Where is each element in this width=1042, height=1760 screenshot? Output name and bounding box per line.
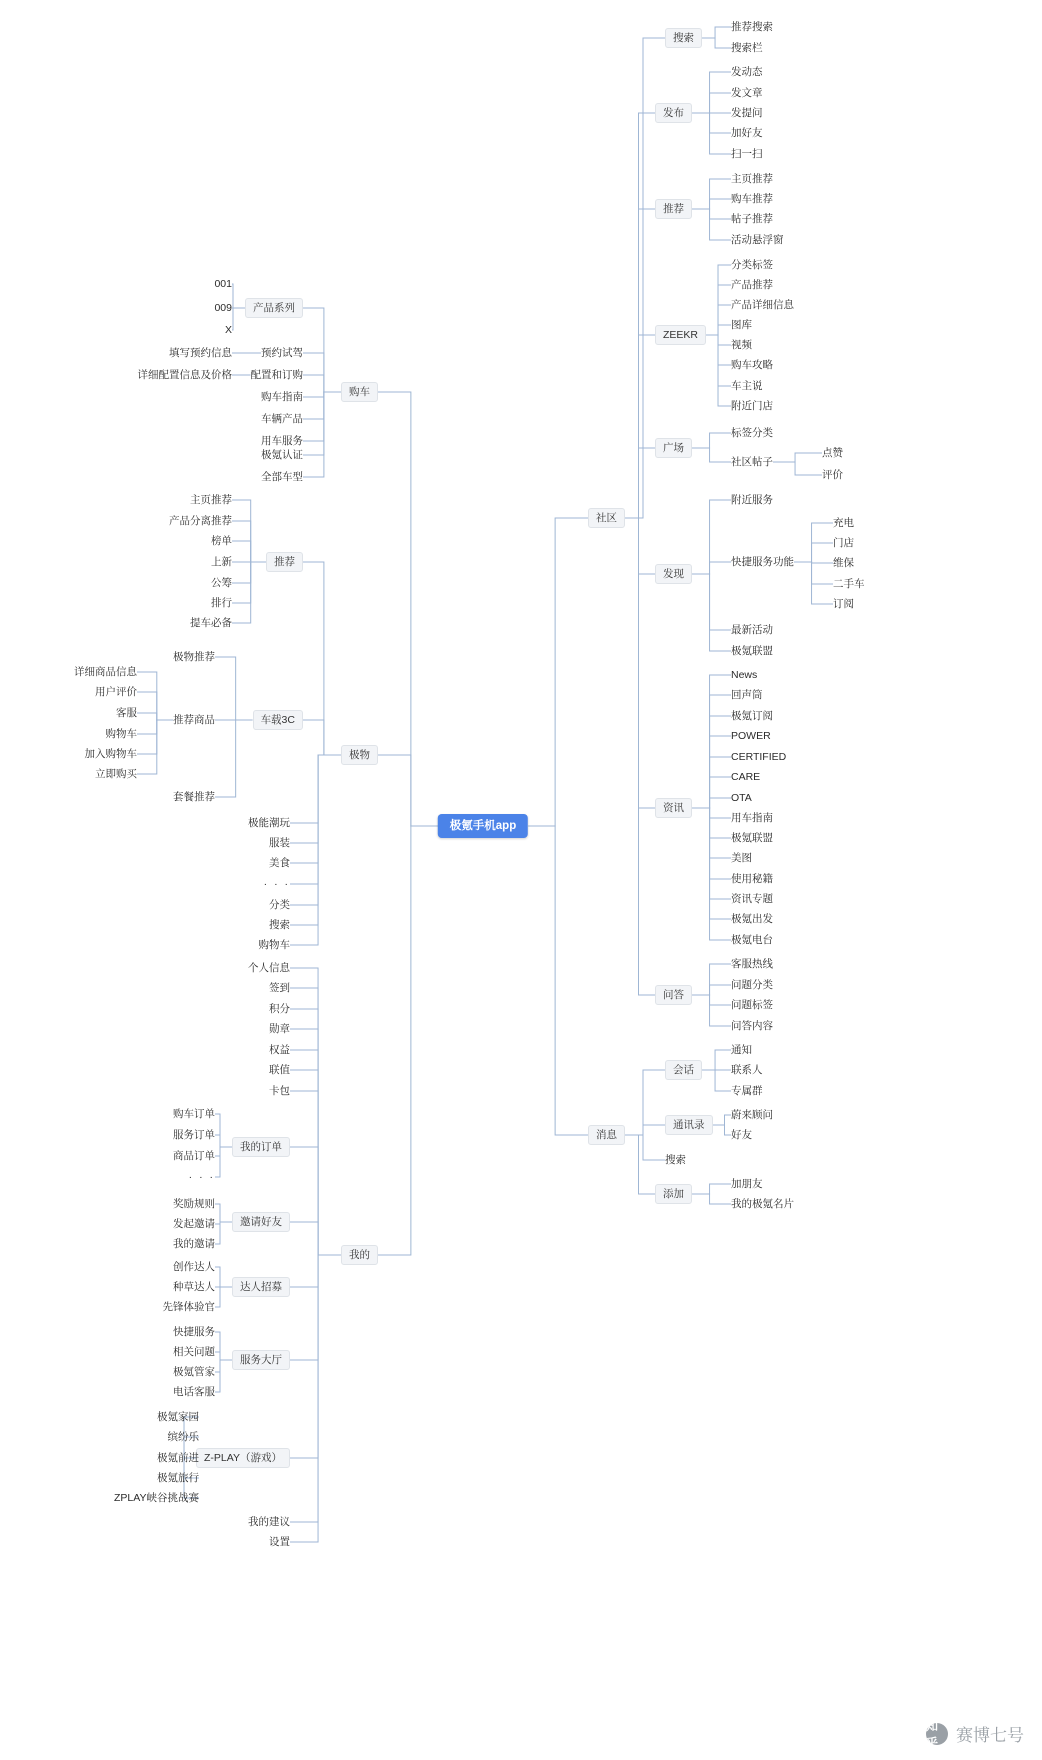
watermark	[926, 1718, 1024, 1750]
mindmap-node-zhizhi[interactable]: 联值	[269, 1064, 290, 1076]
mindmap-node-zhongcaodaren[interactable]: 种草达人	[173, 1281, 215, 1293]
mindmap-node-fatiwen[interactable]: 发提问	[731, 107, 763, 119]
mindmap-node-jikeguanjia[interactable]: 极氪管家	[173, 1366, 215, 1378]
mindmap-node-yongchefuwu[interactable]: 用车服务	[261, 435, 303, 447]
mindmap-node-lianxiren[interactable]: 联系人	[731, 1064, 763, 1076]
mindmap-node-gouche[interactable]: 购车	[341, 382, 378, 402]
mindmap-node-xiangxipeizhi[interactable]: 详细配置信息及价格	[137, 369, 232, 381]
mindmap-node-zixunzhuanti[interactable]: 资讯专题	[731, 893, 773, 905]
mindmap-node-kuaijiefuwu[interactable]: 快捷服务	[173, 1326, 215, 1338]
mindmap-node-power[interactable]: POWER	[731, 730, 771, 742]
mindmap-node-wendaneirong[interactable]: 问答内容	[731, 1020, 773, 1032]
mindmap-node-zuixinhuodong[interactable]: 最新活动	[731, 624, 773, 636]
mindmap-node-jikechaowan[interactable]: 极能潮玩	[248, 817, 290, 829]
mindmap-node-jiahaoyou[interactable]: 加好友	[731, 127, 763, 139]
mindmap-node-quanyi[interactable]: 权益	[269, 1044, 290, 1056]
mindmap-node-shequtiezi[interactable]: 社区帖子	[731, 456, 773, 468]
mindmap-node-wentifenlei[interactable]: 问题分类	[731, 979, 773, 991]
mindmap-node-haoyou[interactable]: 好友	[731, 1129, 752, 1141]
zhihu-logo: 知乎	[926, 1723, 948, 1745]
mindmap-node-jiwu[interactable]: 极物	[341, 745, 378, 765]
mindmap-node-zplay[interactable]: Z-PLAY（游戏）	[196, 1448, 290, 1468]
mindmap-node-gerenxinxi[interactable]: 个人信息	[248, 962, 290, 974]
mindmap-node-care[interactable]: CARE	[731, 771, 761, 783]
mindmap-node-chanpinxiangxi[interactable]: 产品详细信息	[731, 299, 794, 311]
mindmap-node-binfenle[interactable]: 缤纷乐	[167, 1431, 199, 1443]
mindmap-node-chanpinxilie[interactable]: 产品系列	[245, 298, 303, 318]
mindmap-node-biaoqianfenlei[interactable]: 标签分类	[731, 427, 773, 439]
mindmap-node-gouchezhinan[interactable]: 购车指南	[261, 391, 303, 403]
mindmap-node-saoyisao[interactable]: 扫一扫	[731, 148, 763, 160]
mindmap-node-news[interactable]: News	[731, 669, 758, 681]
mindmap-node-xunzhang[interactable]: 勋章	[269, 1023, 290, 1035]
mindmap-node-jiwutuijian[interactable]: 极物推荐	[173, 651, 215, 663]
mindmap-node-shangxin[interactable]: 上新	[211, 556, 232, 568]
mindmap-node-tuku[interactable]: 图库	[731, 319, 752, 331]
mindmap-node-tiezituijian[interactable]: 帖子推荐	[731, 213, 773, 225]
mindmap-node-ticheheibei[interactable]: 提车必备	[190, 617, 232, 629]
mindmap-node-kefurexian[interactable]: 客服热线	[731, 958, 773, 970]
mindmap-node-jianglguize[interactable]: 奖励规则	[173, 1198, 215, 1210]
mindmap-node-meishi[interactable]: 美食	[269, 857, 290, 869]
mindmap-node-sousuo3[interactable]: 搜索	[665, 1154, 686, 1166]
mindmap-node-jikejiayuan[interactable]: 极氪家园	[157, 1411, 199, 1423]
mindmap-node-xiaoxi[interactable]: 消息	[588, 1125, 625, 1145]
mindmap-node-guangchang[interactable]: 广场	[655, 438, 692, 458]
mindmap-node-dots1[interactable]: · · ·	[263, 878, 290, 890]
mindmap-node-sousuo2[interactable]: 搜索	[269, 919, 290, 931]
watermark-text: 赛博七号	[956, 1726, 1024, 1745]
mindmap-node-jikedingyue[interactable]: 极氪订阅	[731, 710, 773, 722]
mindmap-node-gouchetuijian[interactable]: 购车推荐	[731, 193, 773, 205]
mindmap-node-gouchegonglue[interactable]: 购车攻略	[731, 359, 773, 371]
mindmap-node-zhuyetuijian[interactable]: 主页推荐	[190, 494, 232, 506]
mindmap-node-jifen[interactable]: 积分	[269, 1003, 290, 1015]
mindmap-node-bangdan[interactable]: 榜单	[211, 535, 232, 547]
mindmap-node-tianjia[interactable]: 添加	[655, 1184, 692, 1204]
mindmap-node-sousuo1[interactable]: 搜索	[665, 28, 702, 48]
mindmap-node-yongchezhinan[interactable]: 用车指南	[731, 812, 773, 824]
mindmap-node-wodejianyi[interactable]: 我的建议	[248, 1516, 290, 1528]
mindmap-node-lijigoumai[interactable]: 立即购买	[95, 768, 137, 780]
mindmap-node-fuzhuang[interactable]: 服装	[269, 837, 290, 849]
mindmap-node-kefu[interactable]: 客服	[116, 707, 137, 719]
mindmap-node-zixun[interactable]: 资讯	[655, 798, 692, 818]
mindmap-node-wenda[interactable]: 问答	[655, 985, 692, 1005]
mindmap-node-xiangguanwenti[interactable]: 相关问题	[173, 1346, 215, 1358]
mindmap-node-wode[interactable]: 我的	[341, 1245, 378, 1265]
mindmap-node-shiyongmiji[interactable]: 使用秘籍	[731, 873, 773, 885]
mindmap-node-fuwudating[interactable]: 服务大厅	[232, 1350, 290, 1370]
mindmap-node-zhuanshuqun[interactable]: 专属群	[731, 1085, 763, 1097]
mindmap-node-darenzhaomu[interactable]: 达人招募	[232, 1277, 290, 1297]
mindmap-node-gouwuche3[interactable]: 购物车	[258, 939, 290, 951]
mindmap-node-jikediantai[interactable]: 极氪电台	[731, 934, 773, 946]
mindmap-node-quanbuchexing[interactable]: 全部车型	[261, 471, 303, 483]
mindmap-node-fawenzhang[interactable]: 发文章	[731, 87, 763, 99]
mindmap-node-shangpindingdan[interactable]: 商品订单	[173, 1150, 215, 1162]
mindmap-node-shezhi[interactable]: 设置	[269, 1536, 290, 1548]
mindmap-node-ota[interactable]: OTA	[731, 792, 752, 804]
mindmap-node-jikeqianjin[interactable]: 极氪前进	[157, 1452, 199, 1464]
mindmap-node-fenleibiaoqian[interactable]: 分类标签	[731, 259, 773, 271]
mindmap-node-qiandao[interactable]: 签到	[269, 982, 290, 994]
mindmap-node-zplayfenggu[interactable]: ZPLAY峡谷挑战赛	[114, 1492, 199, 1504]
mindmap-node-meitu[interactable]: 美图	[731, 852, 752, 864]
mindmap-node-weibao[interactable]: 维保	[833, 557, 854, 569]
mindmap-node-wentibiaoqian[interactable]: 问题标签	[731, 999, 773, 1011]
mindmap-node-fuwudingdan[interactable]: 服务订单	[173, 1129, 215, 1141]
mindmap-node-taocantuijian[interactable]: 套餐推荐	[173, 791, 215, 803]
mindmap-node-gouchedingdan[interactable]: 购车订单	[173, 1108, 215, 1120]
mindmap-node-tuijianshangpin[interactable]: 推荐商品	[173, 714, 215, 726]
mindmap-node-cheliangchanpin[interactable]: 车辆产品	[261, 413, 303, 425]
mindmap-node-yuyueshijia[interactable]: 预约试驾	[261, 347, 303, 359]
mindmap-node-dingyue[interactable]: 订阅	[833, 598, 854, 610]
mindmap-node-chezhushuo[interactable]: 车主说	[731, 380, 763, 392]
mindmap-node-jiarugouwuche[interactable]: 加入购物车	[84, 748, 137, 760]
mindmap-node-faqiyaoqing[interactable]: 发起邀请	[173, 1218, 215, 1230]
mindmap-node-xiangxishangpin[interactable]: 详细商品信息	[74, 666, 137, 678]
mindmap-node-jiapengyou[interactable]: 加朋友	[731, 1178, 763, 1190]
mindmap-node-n001[interactable]: 001	[214, 278, 232, 290]
mindmap-node-chongdian[interactable]: 充电	[833, 517, 854, 529]
mindmap-node-dianzan[interactable]: 点赞	[822, 447, 843, 459]
mindmap-node-tianxieyuyue[interactable]: 填写预约信息	[169, 347, 232, 359]
mindmap-node-fabu[interactable]: 发布	[655, 103, 692, 123]
mindmap-node-sousuolan[interactable]: 搜索栏	[731, 42, 763, 54]
mindmap-node-mendian[interactable]: 门店	[833, 537, 854, 549]
mindmap-node-chanpintuijian[interactable]: 产品推荐	[731, 279, 773, 291]
mindmap-node-tuijiansousuo[interactable]: 推荐搜索	[731, 21, 773, 33]
mindmap-node-tuijian[interactable]: 推荐	[266, 552, 303, 572]
mindmap-node-zeekr[interactable]: ZEEKR	[655, 325, 706, 345]
mindmap-node-gongchou[interactable]: 公筹	[211, 577, 232, 589]
mindmap-node-wodedingdan[interactable]: 我的订单	[232, 1137, 290, 1157]
mindmap-node-jikelianmeng2[interactable]: 极氪联盟	[731, 832, 773, 844]
mindmap-node-faxian[interactable]: 发现	[655, 564, 692, 584]
mindmap-node-pingjia[interactable]: 评价	[822, 469, 843, 481]
mindmap-node-tuijian2[interactable]: 推荐	[655, 199, 692, 219]
mindmap-node-jikechufa[interactable]: 极氪出发	[731, 913, 773, 925]
mindmap-node-tongxunlu[interactable]: 通讯录	[665, 1115, 713, 1135]
mindmap-node-shipin[interactable]: 视频	[731, 339, 752, 351]
mindmap-node-yonghupingjia[interactable]: 用户评价	[95, 686, 137, 698]
mindmap-node-nX[interactable]: X	[224, 324, 232, 336]
mindmap-node-chezai3c[interactable]: 车载3C	[253, 710, 303, 730]
mindmap-node-certified[interactable]: CERTIFIED	[731, 751, 787, 763]
mindmap-node-kabao[interactable]: 卡包	[269, 1085, 290, 1097]
mindmap-node-jikerenzheng[interactable]: 极氪认证	[261, 449, 303, 461]
mindmap-node-chuangzuodaren[interactable]: 创作达人	[173, 1261, 215, 1273]
mindmap-node-wodejikemingpian[interactable]: 我的极氪名片	[731, 1198, 794, 1210]
mindmap-node-fadongtai[interactable]: 发动态	[731, 66, 763, 78]
mindmap-node-weilaiguwen[interactable]: 蔚来顾问	[731, 1109, 773, 1121]
mindmap-node-chanpinfenlei[interactable]: 产品分离推荐	[169, 515, 232, 527]
mindmap-node-yaoqinghaoyou[interactable]: 邀请好友	[232, 1212, 290, 1232]
mindmap-node-kuaijiefuwugongneng[interactable]: 快捷服务功能	[731, 556, 794, 568]
mindmap-node-huodongxuanfu[interactable]: 活动悬浮窗	[731, 234, 784, 246]
mindmap-node-fujinmendian[interactable]: 附近门店	[731, 400, 773, 412]
mindmap-node-n009[interactable]: 009	[214, 302, 232, 314]
mindmap-node-wodeyaoqing[interactable]: 我的邀请	[173, 1238, 215, 1250]
mindmap-node-zhuyetuijian2[interactable]: 主页推荐	[731, 173, 773, 185]
mindmap-node-ershouche[interactable]: 二手车	[833, 578, 865, 590]
mindmap-node-fujinfuwu[interactable]: 附近服务	[731, 494, 773, 506]
mindmap-root[interactable]: 极氪手机app	[438, 814, 528, 838]
mindmap-node-paihang[interactable]: 排行	[211, 597, 232, 609]
mindmap-node-huishengtong[interactable]: 回声筒	[731, 689, 763, 701]
mindmap-node-gouwuche2[interactable]: 购物车	[105, 728, 137, 740]
mindmap-node-xianfengtiyanguan[interactable]: 先锋体验官	[162, 1301, 215, 1313]
mindmap-node-fenlei[interactable]: 分类	[269, 899, 290, 911]
mindmap-node-peizhidinggou[interactable]: 配置和订购	[250, 369, 303, 381]
mindmap-node-tongzhi[interactable]: 通知	[731, 1044, 752, 1056]
mindmap-node-jikelvxing[interactable]: 极氪旅行	[157, 1472, 199, 1484]
mindmap-node-dots2[interactable]: · · ·	[188, 1171, 215, 1183]
mindmap-node-shequ[interactable]: 社区	[588, 508, 625, 528]
mindmap-node-dianhuakefu[interactable]: 电话客服	[173, 1386, 215, 1398]
mindmap-node-huihua[interactable]: 会话	[665, 1060, 702, 1080]
mindmap-node-jikelianmeng1[interactable]: 极氪联盟	[731, 645, 773, 657]
